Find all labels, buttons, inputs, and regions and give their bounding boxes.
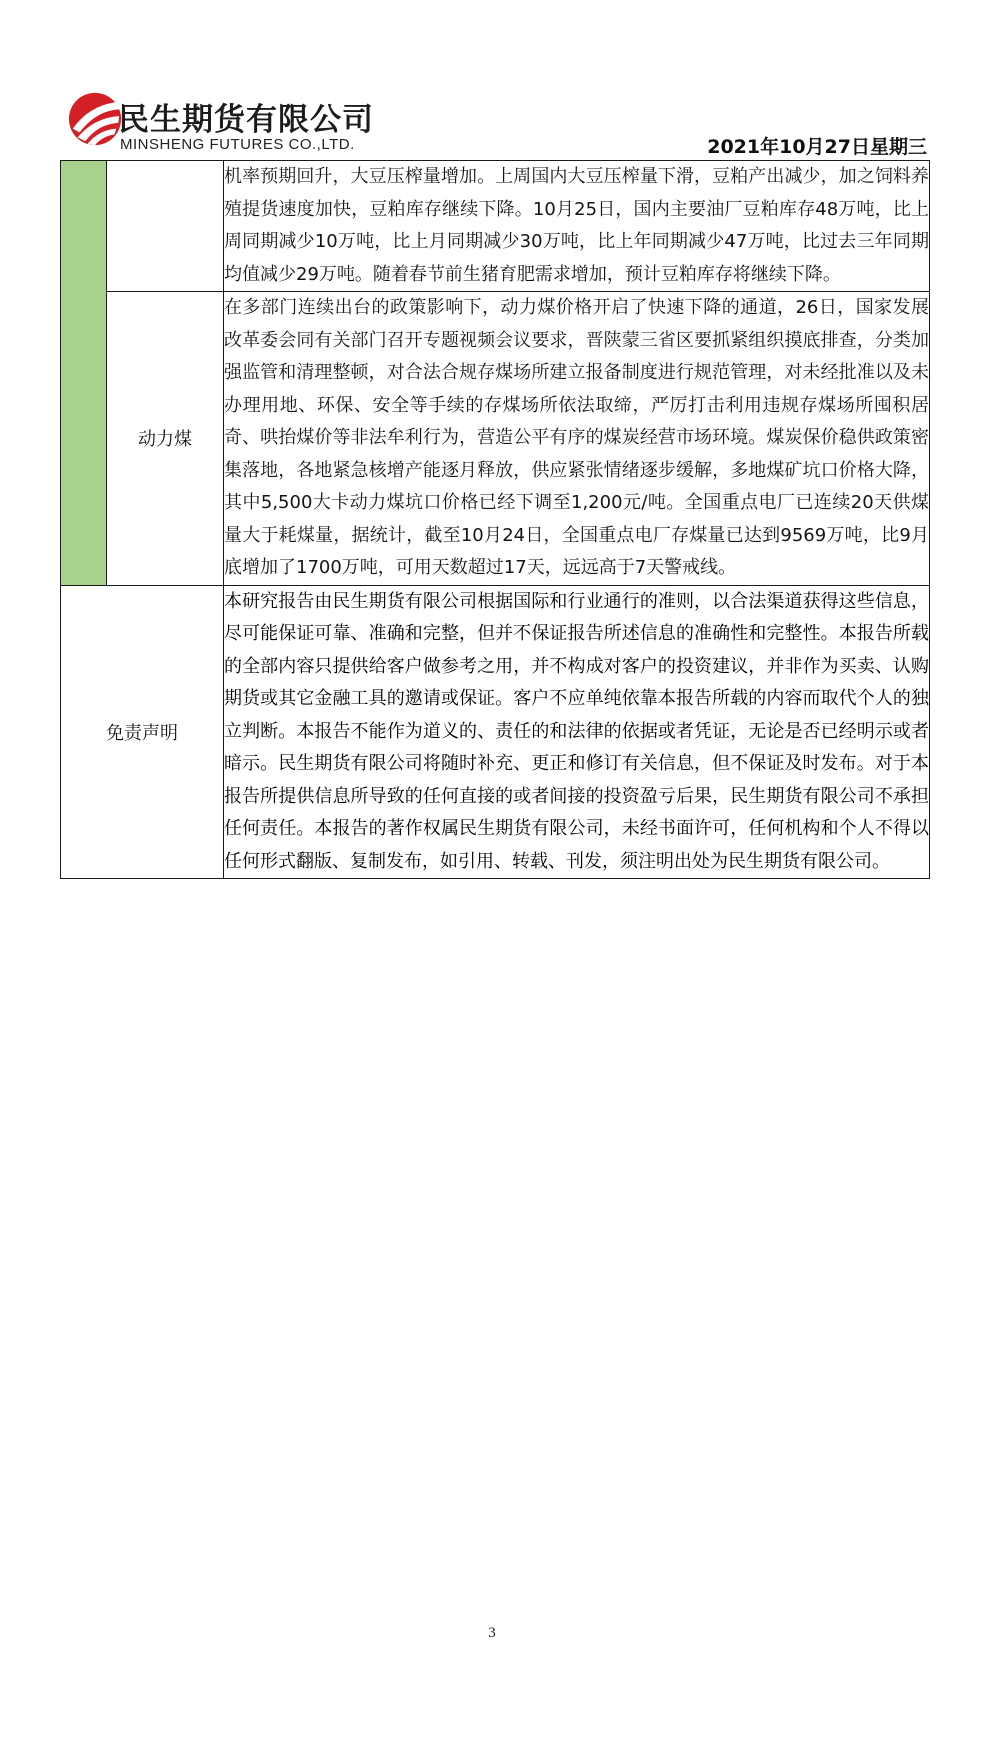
table-row <box>61 161 930 292</box>
page-number: 3 <box>488 1625 496 1641</box>
table-row <box>61 585 930 879</box>
thermal-coal-text: 在多部门连续出台的政策影响下，动力煤价格开启了快速下降的通道，26日，国家发展改革委会同有关部门召开专题视频会议要求，晋陕蒙三省区要抓紧组织摸底排查，分类加强监管和清理整顿，对合法合规存煤场所建立报备制度进行规范管理，对未经批准以及未办理用地、环保、安全等手续的存煤场所依法取缔，严厉打击利用违规存煤场所囤积居奇、哄抬煤价等非法牟利行为，营造公平有序的煤炭经营市场环境。煤炭保价稳供政策密集落地，各地紧急核增产能逐月释放，供应紧张情绪逐步缓解，多地煤矿坑口价格大降，其中5,500大卡动力煤坑口价格已经下调至1,200元/吨。全国重点电厂已连续20天供煤量大于耗煤量，据统计，截至10月24日，全国重点电厂存煤量已达到9569万吨，比9月底增加了1700万吨，可用天数超过17天，远远高于7天警戒线。 <box>224 292 930 586</box>
row-label <box>107 161 224 292</box>
company-name-cn: 民生期货有限公司 <box>118 102 374 138</box>
row-label-thermal-coal: 动力煤 <box>107 292 224 586</box>
row-label-disclaimer: 免责声明 <box>61 585 224 879</box>
soybean-meal-text: 机率预期回升，大豆压榨量增加。上周国内大豆压榨量下滑，豆粕产出减少，加之饲料养殖提货速度加快，豆粕库存继续下降。10月25日，国内主要油厂豆粕库存48万吨，比上周同期减少10万吨，比上月同期减少30万吨，比上年同期减少47万吨，比过去三年同期均值减少29万吨。随着春节前生猪育肥需求增加，预计豆粕库存将继续下降。 <box>224 161 930 292</box>
report-table <box>60 160 930 879</box>
report-date: 2021年10月27日星期三 <box>707 136 927 158</box>
page-header <box>60 84 930 160</box>
category-sidebar <box>61 161 107 586</box>
company-name-en: MINSHENG FUTURES CO.,LTD. <box>120 136 355 153</box>
minsheng-logo-icon <box>66 90 124 148</box>
table-row <box>61 292 930 586</box>
disclaimer-text: 本研究报告由民生期货有限公司根据国际和行业通行的准则，以合法渠道获得这些信息，尽可能保证可靠、准确和完整，但并不保证报告所述信息的准确性和完整性。本报告所载的全部内容只提供给客户做参考之用，并不构成对客户的投资建议，并非作为买卖、认购期货或其它金融工具的邀请或保证。客户不应单纯依靠本报告所载的内容而取代个人的独立判断。本报告不能作为道义的、责任的和法律的依据或者凭证，无论是否已经明示或者暗示。民生期货有限公司将随时补充、更正和修订有关信息，但不保证及时发布。对于本报告所提供信息所导致的任何直接的或者间接的投资盈亏后果，民生期货有限公司不承担任何责任。本报告的著作权属民生期货有限公司，未经书面许可，任何机构和个人不得以任何形式翻版、复制发布，如引用、转载、刊发，须注明出处为民生期货有限公司。 <box>224 585 930 879</box>
